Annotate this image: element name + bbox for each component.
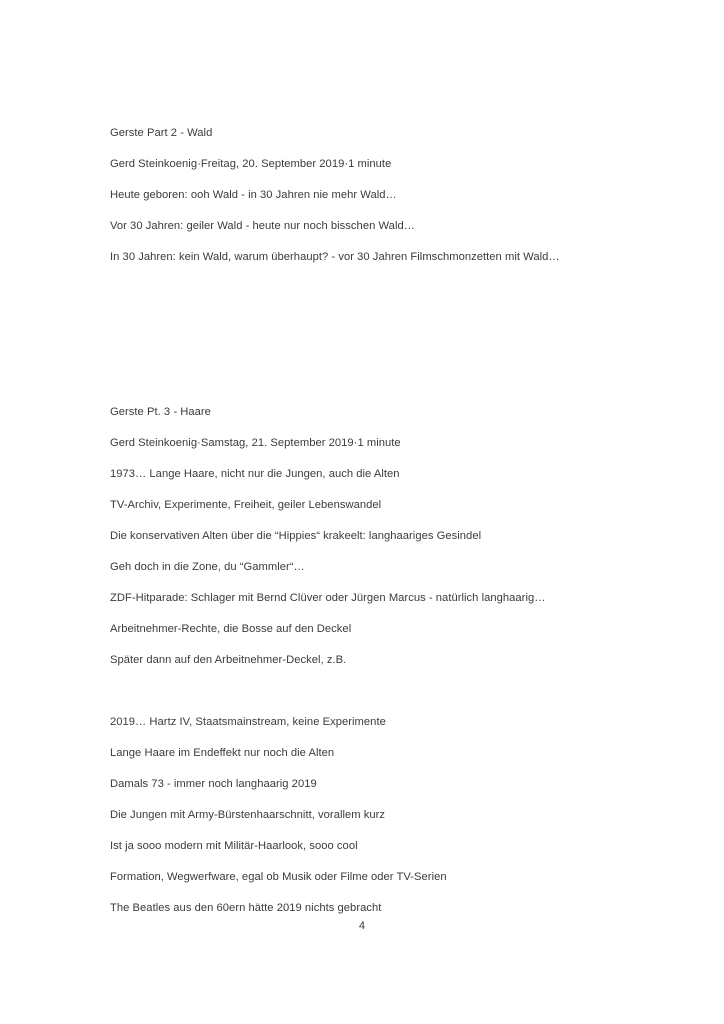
paragraph-line: ZDF-Hitparade: Schlager mit Bernd Clüver oder Jürgen Marcus - natürlich langhaarig… bbox=[110, 592, 546, 604]
paragraph-line: Lange Haare im Endeffekt nur noch die Alten bbox=[110, 747, 335, 759]
page-number: 4 bbox=[358, 920, 366, 932]
paragraph-byline: Gerd Steinkoenig·Freitag, 20. September 2019·1 minute bbox=[110, 158, 392, 170]
text-block-gerste-part-3-continued bbox=[110, 707, 630, 924]
paragraph-line: Damals 73 - immer noch langhaarig 2019 bbox=[110, 778, 317, 790]
block-spacer bbox=[110, 273, 630, 397]
paragraph-line: Heute geboren: ooh Wald - in 30 Jahren nie mehr Wald… bbox=[110, 189, 397, 201]
paragraph-line: In 30 Jahren: kein Wald, warum überhaupt? - vor 30 Jahren Filmschmonzetten mit Wald… bbox=[110, 251, 560, 263]
block-spacer bbox=[110, 676, 630, 707]
paragraph-line: Vor 30 Jahren: geiler Wald - heute nur noch bisschen Wald… bbox=[110, 220, 415, 232]
paragraph-line: The Beatles aus den 60ern hätte 2019 nichts gebracht bbox=[110, 902, 382, 914]
document-body bbox=[110, 118, 630, 924]
paragraph-line: Die Jungen mit Army-Bürstenhaarschnitt, vorallem kurz bbox=[110, 809, 386, 821]
paragraph-line: Arbeitnehmer-Rechte, die Bosse auf den Deckel bbox=[110, 623, 352, 635]
paragraph-line: Ist ja sooo modern mit Militär-Haarlook, sooo cool bbox=[110, 840, 358, 852]
paragraph-line: TV-Archiv, Experimente, Freiheit, geiler Lebenswandel bbox=[110, 499, 382, 511]
paragraph-title: Gerste Part 2 - Wald bbox=[110, 127, 213, 139]
paragraph-line: Die konservativen Alten über die “Hippies“ krakeelt: langhaariges Gesindel bbox=[110, 530, 482, 542]
paragraph-byline: Gerd Steinkoenig·Samstag, 21. September 2019·1 minute bbox=[110, 437, 401, 449]
paragraph-line: Geh doch in die Zone, du “Gammler“… bbox=[110, 561, 305, 573]
paragraph-line: Formation, Wegwerfware, egal ob Musik oder Filme oder TV-Serien bbox=[110, 871, 447, 883]
text-block-gerste-part-3 bbox=[110, 397, 630, 676]
paragraph-line: 1973… Lange Haare, nicht nur die Jungen, auch die Alten bbox=[110, 468, 400, 480]
paragraph-title: Gerste Pt. 3 - Haare bbox=[110, 406, 211, 418]
paragraph-line: 2019… Hartz IV, Staatsmainstream, keine Experimente bbox=[110, 716, 386, 728]
text-block-gerste-part-2 bbox=[110, 118, 630, 273]
paragraph-line: Später dann auf den Arbeitnehmer-Deckel, z.B. bbox=[110, 654, 347, 666]
